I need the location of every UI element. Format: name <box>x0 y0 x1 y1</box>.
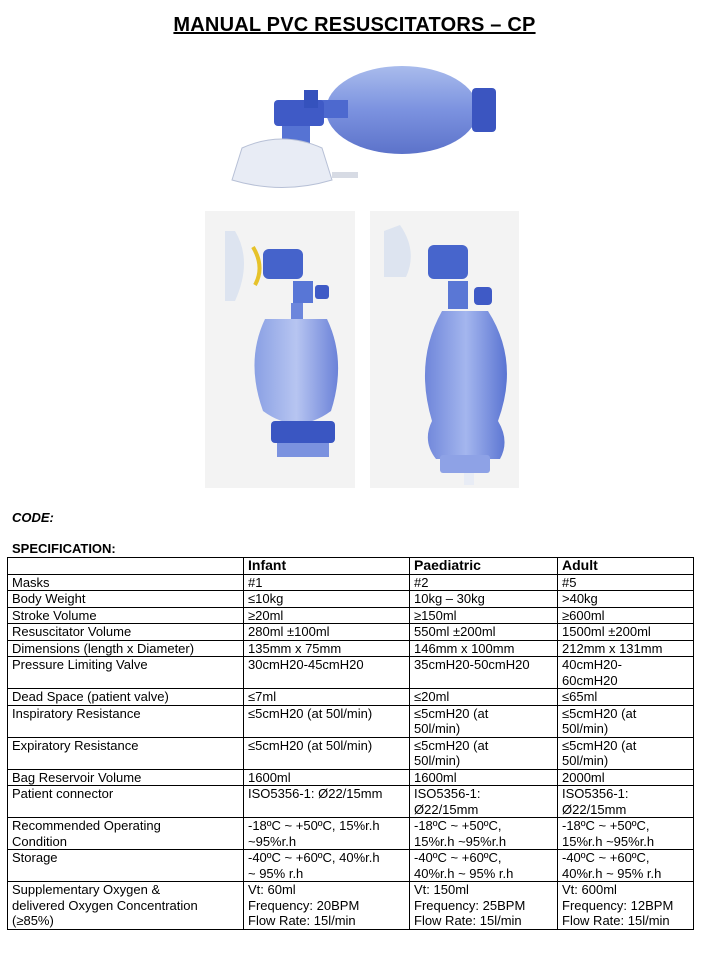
table-cell: 10kg – 30kg <box>410 591 558 608</box>
row-label: Stroke Volume <box>8 607 244 624</box>
table-cell: -40ºC ~ +60ºC, 40%r.h ~ 95% r.h <box>410 850 558 882</box>
table-cell: Vt: 600ml Frequency: 12BPM Flow Rate: 15l/min <box>558 882 694 930</box>
table-cell: 1500ml ±200ml <box>558 624 694 641</box>
table-row <box>8 769 694 786</box>
row-label: Bag Reservoir Volume <box>8 769 244 786</box>
table-cell: ≤10kg <box>244 591 410 608</box>
header-cell <box>8 558 244 575</box>
product-image-paediatric <box>370 211 519 488</box>
table-cell: -18ºC ~ +50ºC, 15%r.h ~95%r.h <box>410 818 558 850</box>
table-cell: ≤5cmH20 (at 50l/min) <box>244 737 410 769</box>
table-cell: #5 <box>558 574 694 591</box>
table-cell: -18ºC ~ +50ºC, 15%r.h ~95%r.h <box>558 818 694 850</box>
table-cell: #1 <box>244 574 410 591</box>
table-cell: ≤5cmH20 (at 50l/min) <box>558 705 694 737</box>
table-row <box>8 607 694 624</box>
table-row <box>8 624 694 641</box>
header-cell: Adult <box>558 558 694 575</box>
table-cell: -18ºC ~ +50ºC, 15%r.h ~95%r.h <box>244 818 410 850</box>
row-label: Dead Space (patient valve) <box>8 689 244 706</box>
table-cell: ISO5356-1: Ø22/15mm <box>558 786 694 818</box>
table-cell: ISO5356-1: Ø22/15mm <box>244 786 410 818</box>
table-cell: -40ºC ~ +60ºC, 40%r.h ~ 95% r.h <box>244 850 410 882</box>
table-cell: ≥20ml <box>244 607 410 624</box>
table-cell: ≥600ml <box>558 607 694 624</box>
row-label: Dimensions (length x Diameter) <box>8 640 244 657</box>
table-cell: 2000ml <box>558 769 694 786</box>
product-image-top <box>222 60 514 198</box>
table-cell: 35cmH20-50cmH20 <box>410 657 558 689</box>
row-label: Resuscitator Volume <box>8 624 244 641</box>
table-cell: ≥150ml <box>410 607 558 624</box>
table-cell: 146mm x 100mm <box>410 640 558 657</box>
product-image-infant <box>205 211 355 488</box>
table-cell: ≤65ml <box>558 689 694 706</box>
specification-label: SPECIFICATION: <box>12 541 116 556</box>
table-row <box>8 657 694 689</box>
code-label: CODE: <box>12 510 54 525</box>
table-cell: ISO5356-1: Ø22/15mm <box>410 786 558 818</box>
table-row <box>8 737 694 769</box>
row-label: Body Weight <box>8 591 244 608</box>
table-cell: 30cmH20-45cmH20 <box>244 657 410 689</box>
table-row <box>8 850 694 882</box>
row-label: Expiratory Resistance <box>8 737 244 769</box>
row-label: Inspiratory Resistance <box>8 705 244 737</box>
table-cell: 212mm x 131mm <box>558 640 694 657</box>
table-row <box>8 591 694 608</box>
page-title: MANUAL PVC RESUSCITATORS – CP <box>173 14 536 36</box>
row-label: Supplementary Oxygen & delivered Oxygen Concentration (≥85%) <box>8 882 244 930</box>
table-cell: 1600ml <box>244 769 410 786</box>
row-label: Pressure Limiting Valve <box>8 657 244 689</box>
table-cell: ≤5cmH20 (at 50l/min) <box>410 737 558 769</box>
table-row <box>8 818 694 850</box>
table-cell: Vt: 150ml Frequency: 25BPM Flow Rate: 15l/min <box>410 882 558 930</box>
header-cell: Infant <box>244 558 410 575</box>
table-cell: 280ml ±100ml <box>244 624 410 641</box>
table-cell: >40kg <box>558 591 694 608</box>
row-label: Patient connector <box>8 786 244 818</box>
table-cell: 135mm x 75mm <box>244 640 410 657</box>
table-cell: Vt: 60ml Frequency: 20BPM Flow Rate: 15l/min <box>244 882 410 930</box>
table-cell: -40ºC ~ +60ºC, 40%r.h ~ 95% r.h <box>558 850 694 882</box>
table-row <box>8 786 694 818</box>
table-row <box>8 705 694 737</box>
row-label: Masks <box>8 574 244 591</box>
table-cell: ≤20ml <box>410 689 558 706</box>
table-row <box>8 640 694 657</box>
row-label: Recommended Operating Condition <box>8 818 244 850</box>
table-cell: ≤7ml <box>244 689 410 706</box>
table-header-row <box>8 558 694 575</box>
table-cell: #2 <box>410 574 558 591</box>
table-cell: 1600ml <box>410 769 558 786</box>
table-cell: ≤5cmH20 (at 50l/min) <box>244 705 410 737</box>
table-row <box>8 574 694 591</box>
header-cell: Paediatric <box>410 558 558 575</box>
table-row <box>8 882 694 930</box>
specification-table <box>7 557 694 930</box>
table-row <box>8 689 694 706</box>
table-cell: 550ml ±200ml <box>410 624 558 641</box>
table-cell: ≤5cmH20 (at 50l/min) <box>410 705 558 737</box>
table-cell: ≤5cmH20 (at 50l/min) <box>558 737 694 769</box>
row-label: Storage <box>8 850 244 882</box>
table-cell: 40cmH20- 60cmH20 <box>558 657 694 689</box>
